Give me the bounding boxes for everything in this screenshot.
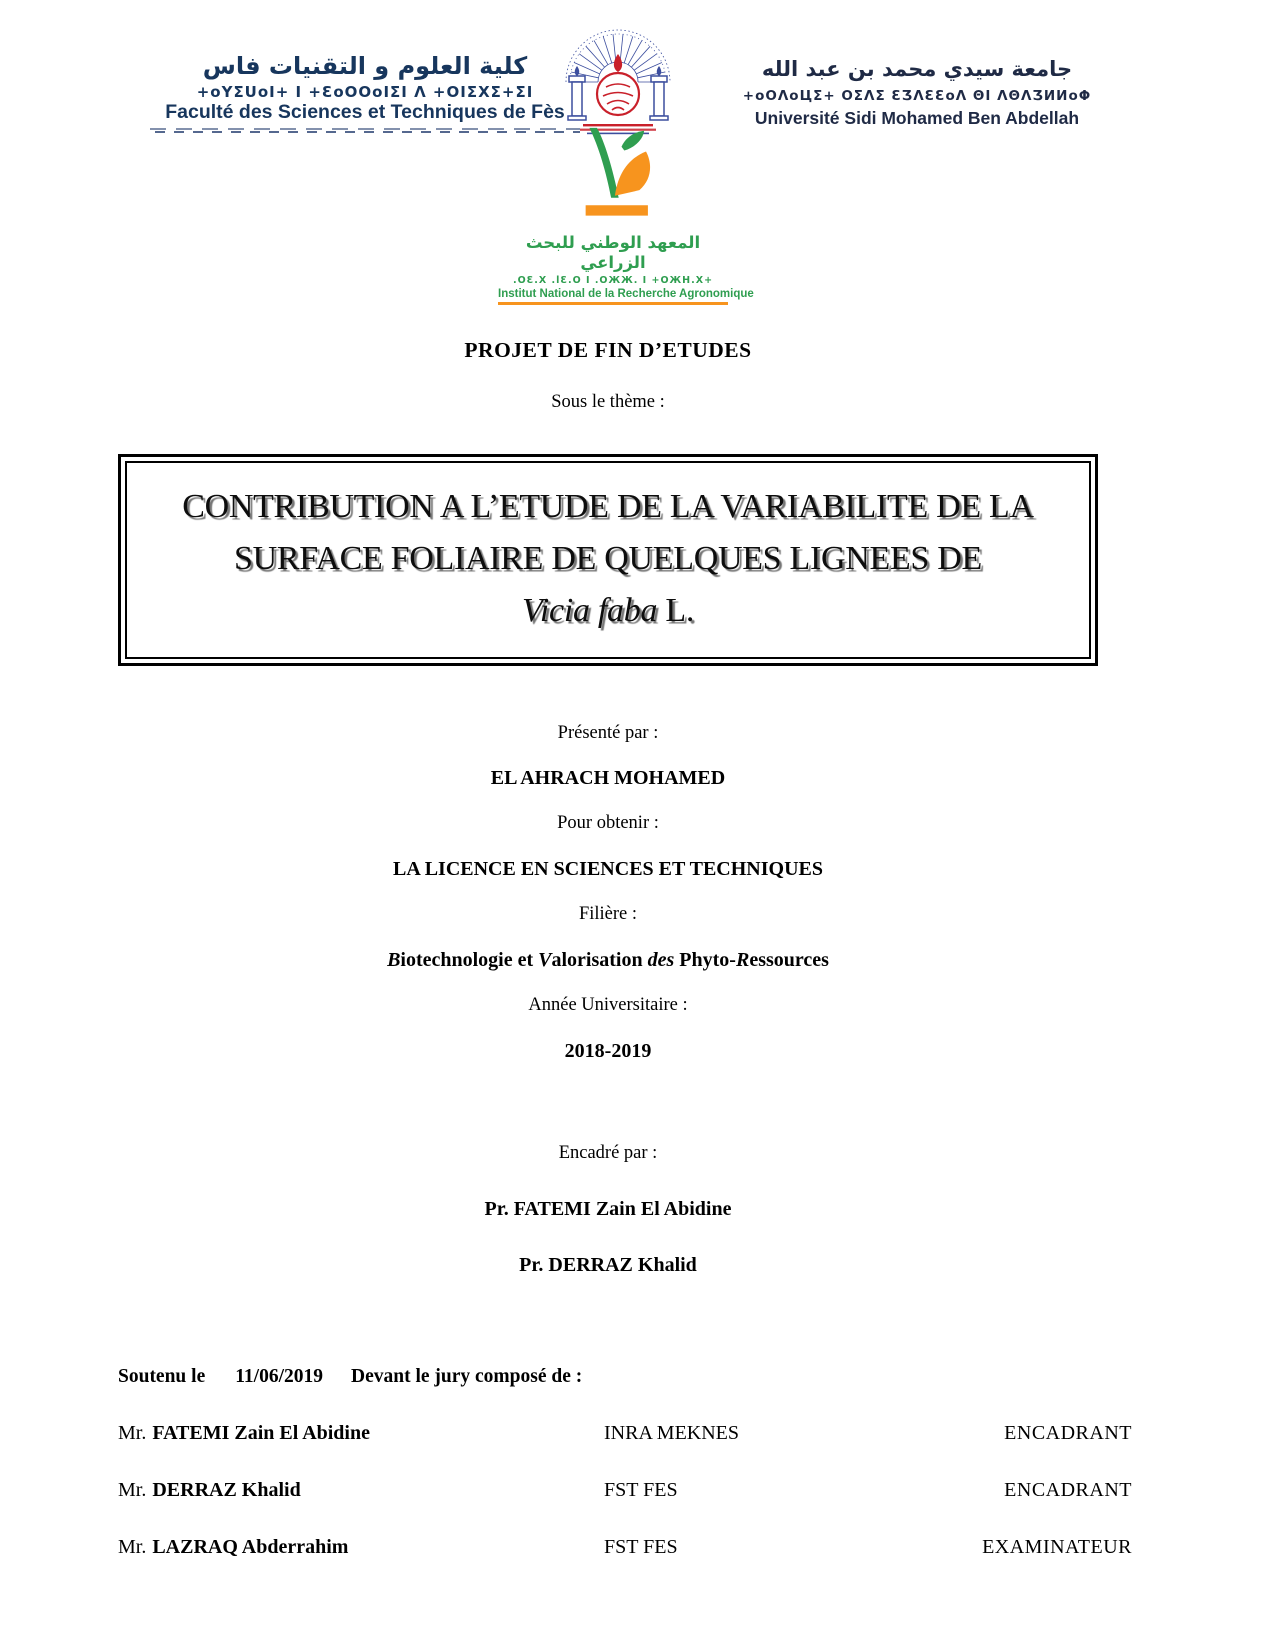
faculty-header-block	[150, 52, 580, 133]
jury-member-name	[118, 1422, 588, 1445]
field-name	[0, 949, 1216, 972]
species-name-suffix: L.	[657, 592, 695, 629]
supervisor-2: Pr. DERRAZ Khalid	[519, 1254, 697, 1276]
field-seg: V	[538, 949, 552, 971]
species-name-italic: Vicia faba	[521, 592, 658, 629]
jury-member-title: Mr.	[118, 1422, 147, 1444]
thesis-title-line2: SURFACE FOLIAIRE DE QUELQUES LIGNEES DE	[234, 540, 982, 577]
university-emblem-icon	[556, 12, 680, 136]
faculty-name-french: Faculté des Sciences et Techniques de Fès	[165, 101, 565, 123]
university-header-block	[700, 56, 1134, 129]
inra-logo-icon	[561, 126, 665, 226]
inra-orange-rule	[498, 302, 728, 305]
supervised-by-label: Encadré par :	[558, 1143, 658, 1163]
jury-member-fullname: LAZRAQ Abderrahim	[152, 1536, 349, 1558]
academic-year-label: Année Universitaire :	[528, 995, 688, 1015]
field-seg: essources	[749, 949, 829, 971]
jury-member-role: ENCADRANT	[1004, 1479, 1132, 1501]
field-seg: B	[387, 949, 401, 971]
degree-name: LA LICENCE EN SCIENCES ET TECHNIQUES	[393, 858, 823, 880]
jury-member-affiliation: FST FES	[604, 1536, 678, 1558]
field-seg: R	[735, 949, 750, 971]
defense-label: Soutenu le	[118, 1366, 206, 1387]
inra-name-tifinagh: .OƐ.X .lƐ.O I .OЖЖ. I +OЖH.X+	[512, 275, 714, 286]
thesis-title-line3	[135, 585, 1081, 637]
thesis-title-line1: CONTRIBUTION A L’ETUDE DE LA VARIABILITE DE LA	[182, 488, 1034, 525]
defense-date-line	[118, 1366, 582, 1388]
field-seg: des	[647, 949, 675, 971]
field-seg: Phyto-	[674, 949, 736, 971]
university-name-tifinagh: +oOΛoЦΣ+ OΣΛΣ ƐӠΛƐƐoΛ ΘI ΛΘΛӠИИoΦ	[742, 88, 1092, 104]
jury-member-title: Mr.	[118, 1536, 147, 1558]
field-seg: iotechnologie et	[400, 949, 539, 971]
jury-member-name	[118, 1536, 588, 1559]
presented-by-label: Présenté par :	[557, 723, 659, 743]
supervisor-1: Pr. FATEMI Zain El Abidine	[484, 1198, 732, 1220]
faculty-name-tifinagh: +oYΣUoI+ I +ƐoOOoIΣI Λ +OIΣXΣ+ΣI	[196, 83, 534, 101]
field-seg: alorisation	[551, 949, 648, 971]
jury-member-affiliation: FST FES	[604, 1479, 678, 1501]
jury-member-affiliation: INRA MEKNES	[604, 1422, 740, 1444]
inra-logo-block	[498, 126, 754, 305]
university-name-arabic: جامعة سيدي محمد بن عبد الله	[761, 57, 1073, 81]
faculty-name-arabic: كلية العلوم و التقنيات فاس	[202, 52, 528, 80]
thesis-title-inner-frame	[125, 461, 1091, 659]
obtain-label: Pour obtenir :	[557, 813, 659, 833]
theme-label: Sous le thème :	[551, 392, 665, 412]
jury-member-role: ENCADRANT	[1004, 1422, 1132, 1444]
jury-member-fullname: FATEMI Zain El Abidine	[152, 1422, 370, 1444]
inra-name-french: Institut National de la Recherche Agronomique	[498, 288, 754, 300]
inra-name-arabic: المعهد الوطني للبحث الزراعي	[525, 233, 701, 272]
jury-member-role: EXAMINATEUR	[982, 1536, 1132, 1558]
defense-date: 11/06/2019	[235, 1366, 323, 1387]
field-label: Filière :	[578, 904, 638, 924]
jury-intro-label: Devant le jury composé de :	[351, 1366, 583, 1387]
jury-member-name	[118, 1479, 588, 1502]
thesis-title-box	[118, 454, 1098, 666]
university-name-french: Université Sidi Mohamed Ben Abdellah	[754, 108, 1080, 128]
jury-member-fullname: DERRAZ Khalid	[152, 1479, 301, 1501]
academic-year-value: 2018-2019	[564, 1040, 652, 1062]
document-type-title: PROJET DE FIN D’ETUDES	[464, 338, 752, 362]
author-name: EL AHRACH MOHAMED	[490, 767, 726, 789]
jury-member-title: Mr.	[118, 1479, 147, 1501]
